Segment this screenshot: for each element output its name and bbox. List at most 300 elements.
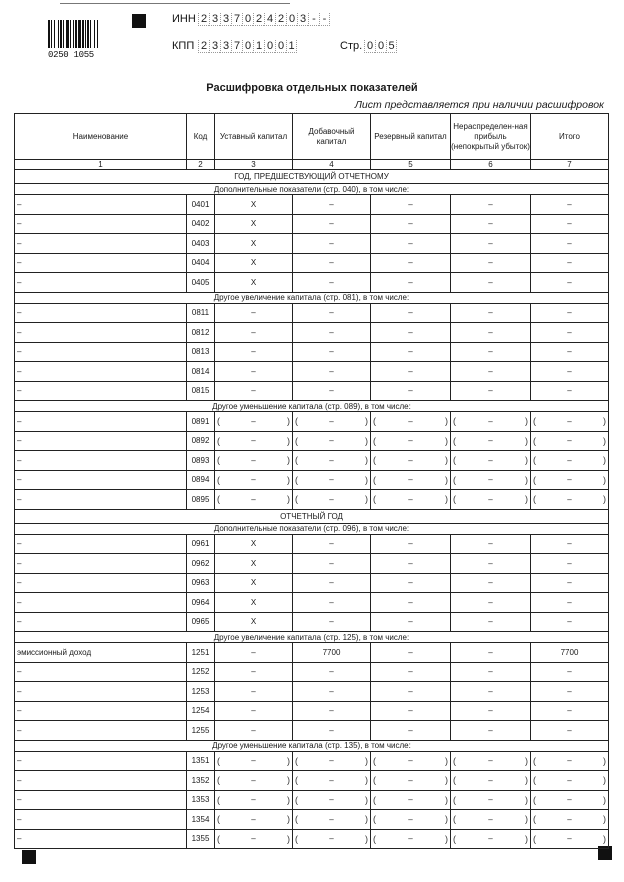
row-code-cell: 0891 [187,412,215,432]
value-cell-c6[interactable]: – [451,342,531,362]
value-cell-c7[interactable]: – [531,342,609,362]
value-cell-c3[interactable] [215,451,293,471]
cell-value: – [251,834,256,844]
char-cell: 0 [242,13,253,26]
row-name-cell[interactable]: – [15,829,187,849]
row-code-cell: 1253 [187,682,215,702]
value-cell-c6[interactable]: – [451,214,531,234]
cell-value: – [408,436,413,446]
value-cell-c3[interactable]: Х [215,554,293,574]
alignment-marker-bottom-left [22,850,36,864]
value-cell-c7[interactable] [531,470,609,490]
open-paren: ( [453,435,456,446]
value-cell-c3[interactable] [215,829,293,849]
row-name-cell[interactable]: – [15,342,187,362]
value-cell-c4[interactable]: – [293,362,371,382]
row-name-cell[interactable]: – [15,662,187,682]
value-cell-c5[interactable]: – [371,362,451,382]
value-cell-c4[interactable]: – [293,662,371,682]
value-cell-c6[interactable] [451,490,531,510]
value-cell-c3[interactable] [215,790,293,810]
row-name-cell[interactable]: – [15,362,187,382]
open-paren: ( [373,794,376,805]
close-paren: ) [444,814,448,825]
value-cell-c5[interactable]: – [371,643,451,663]
value-cell-c4[interactable]: – [293,534,371,554]
row-code-cell: 0402 [187,214,215,234]
row-name-cell[interactable]: – [15,323,187,343]
value-cell-c3[interactable]: Х [215,214,293,234]
value-cell-c7[interactable]: 7700 [531,643,609,663]
value-cell-c6[interactable]: – [451,362,531,382]
value-cell-c4[interactable] [293,412,371,432]
value-cell-c5[interactable] [371,790,451,810]
value-cell-c3[interactable] [215,771,293,791]
value-cell-c3[interactable] [215,751,293,771]
value-cell-c5[interactable]: – [371,253,451,273]
value-cell-c4[interactable] [293,490,371,510]
value-cell-c3[interactable] [215,470,293,490]
cell-value: – [251,436,256,446]
row-code-cell: 1251 [187,643,215,663]
value-cell-c6[interactable]: – [451,593,531,613]
value-cell-c3[interactable]: – [215,303,293,323]
value-cell-c6[interactable]: – [451,612,531,632]
table-row [15,431,609,451]
value-cell-c7[interactable]: – [531,381,609,401]
section-title: ОТЧЕТНЫЙ ГОД [15,509,609,523]
value-cell-c7[interactable]: – [531,554,609,574]
value-cell-c5[interactable]: – [371,534,451,554]
value-cell-c4[interactable]: – [293,253,371,273]
value-cell-c3[interactable]: – [215,381,293,401]
value-cell-c7[interactable] [531,771,609,791]
row-name-cell[interactable]: – [15,431,187,451]
value-cell-c3[interactable]: – [215,721,293,741]
row-name-cell[interactable]: – [15,451,187,471]
char-cell: 3 [209,13,220,26]
value-cell-c6[interactable]: – [451,573,531,593]
value-cell-c6[interactable]: – [451,323,531,343]
cell-value: – [488,416,493,426]
alignment-marker-top [132,14,146,28]
value-cell-c7[interactable]: – [531,303,609,323]
table-row [15,829,609,849]
open-paren: ( [453,416,456,427]
row-code-cell: 0895 [187,490,215,510]
char-cell: 0 [364,40,375,53]
value-cell-c5[interactable] [371,829,451,849]
cell-value: – [488,494,493,504]
open-paren: ( [373,455,376,466]
value-cell-c6[interactable] [451,431,531,451]
value-cell-c3[interactable] [215,810,293,830]
open-paren: ( [373,494,376,505]
value-cell-c3[interactable]: – [215,701,293,721]
value-cell-c3[interactable]: Х [215,273,293,293]
value-cell-c6[interactable]: – [451,701,531,721]
value-cell-c6[interactable]: – [451,303,531,323]
top-rule [60,3,290,4]
close-paren: ) [524,775,528,786]
value-cell-c4[interactable]: 7700 [293,643,371,663]
char-cell: 7 [231,13,242,26]
value-cell-c7[interactable]: – [531,214,609,234]
page-title: Расшифровка отдельных показателей [206,82,418,94]
group-row [15,292,609,303]
row-name-cell[interactable]: – [15,303,187,323]
value-cell-c6[interactable]: – [451,234,531,254]
table-row [15,470,609,490]
value-cell-c4[interactable] [293,810,371,830]
value-cell-c5[interactable]: – [371,234,451,254]
value-cell-c3[interactable]: Х [215,573,293,593]
value-cell-c3[interactable] [215,490,293,510]
cell-value: – [329,756,334,766]
row-name-cell[interactable]: – [15,470,187,490]
section-row [15,509,609,523]
cell-value: – [567,475,572,485]
col-header-retained-earnings: Нераспределен-ная прибыль (непокрытый убыток) [451,114,531,160]
cell-value: – [567,775,572,785]
cell-value: – [251,756,256,766]
row-code-cell: 1354 [187,810,215,830]
col-number: 1 [15,160,187,170]
value-cell-c5[interactable]: – [371,554,451,574]
inn-label: ИНН [172,13,196,25]
row-name-cell[interactable]: – [15,751,187,771]
cell-value: – [251,814,256,824]
value-cell-c6[interactable]: – [451,381,531,401]
row-name-cell[interactable]: – [15,701,187,721]
cell-value: – [329,475,334,485]
section-title: ГОД, ПРЕДШЕСТВУЮЩИЙ ОТЧЕТНОМУ [15,170,609,184]
close-paren: ) [444,455,448,466]
col-header-code: Код [187,114,215,160]
value-cell-c5[interactable] [371,451,451,471]
row-code-cell: 1255 [187,721,215,741]
value-cell-c6[interactable] [451,771,531,791]
open-paren: ( [217,794,220,805]
row-name-cell[interactable]: – [15,573,187,593]
value-cell-c4[interactable]: – [293,701,371,721]
row-code-cell: 0814 [187,362,215,382]
value-cell-c7[interactable]: – [531,362,609,382]
row-name-cell[interactable]: – [15,381,187,401]
value-cell-c6[interactable] [451,790,531,810]
cell-value: – [408,814,413,824]
row-code-cell: 1254 [187,701,215,721]
row-code-cell: 1252 [187,662,215,682]
cell-value: – [567,814,572,824]
value-cell-c3[interactable] [215,431,293,451]
value-cell-c4[interactable]: – [293,573,371,593]
table-row [15,253,609,273]
close-paren: ) [364,474,368,485]
row-name-cell[interactable]: – [15,554,187,574]
value-cell-c3[interactable]: – [215,362,293,382]
table-row [15,662,609,682]
value-cell-c6[interactable]: – [451,195,531,215]
open-paren: ( [217,455,220,466]
group-row [15,401,609,412]
cell-value: – [251,455,256,465]
open-paren: ( [533,794,536,805]
char-cell: 4 [264,13,275,26]
row-name-cell[interactable]: – [15,412,187,432]
open-paren: ( [533,755,536,766]
row-code-cell: 0893 [187,451,215,471]
value-cell-c3[interactable]: Х [215,195,293,215]
open-paren: ( [533,494,536,505]
value-cell-c4[interactable] [293,470,371,490]
row-code-cell: 0964 [187,593,215,613]
row-name-cell[interactable]: – [15,214,187,234]
value-cell-c4[interactable]: – [293,593,371,613]
value-cell-c5[interactable] [371,751,451,771]
cell-value: – [488,795,493,805]
value-cell-c4[interactable] [293,451,371,471]
row-code-cell: 0892 [187,431,215,451]
value-cell-c3[interactable]: Х [215,253,293,273]
cell-value: – [251,494,256,504]
close-paren: ) [444,794,448,805]
value-cell-c5[interactable] [371,412,451,432]
close-paren: ) [364,494,368,505]
row-name-cell[interactable]: – [15,771,187,791]
value-cell-c7[interactable]: – [531,573,609,593]
row-name-cell[interactable]: – [15,490,187,510]
row-code-cell: 0894 [187,470,215,490]
cell-value: – [567,494,572,504]
cell-value: – [567,416,572,426]
value-cell-c7[interactable]: – [531,234,609,254]
value-cell-c5[interactable]: – [371,303,451,323]
value-cell-c6[interactable] [451,751,531,771]
value-cell-c7[interactable]: – [531,195,609,215]
value-cell-c5[interactable]: – [371,573,451,593]
close-paren: ) [286,435,290,446]
value-cell-c6[interactable]: – [451,682,531,702]
value-cell-c7[interactable]: – [531,534,609,554]
open-paren: ( [217,435,220,446]
cell-value: – [329,814,334,824]
char-cell: 5 [386,40,397,53]
value-cell-c4[interactable]: – [293,682,371,702]
open-paren: ( [295,794,298,805]
value-cell-c4[interactable]: – [293,612,371,632]
open-paren: ( [373,833,376,844]
value-cell-c7[interactable]: – [531,323,609,343]
value-cell-c4[interactable]: – [293,273,371,293]
close-paren: ) [286,416,290,427]
value-cell-c7[interactable]: – [531,612,609,632]
row-name-cell[interactable]: – [15,195,187,215]
cell-value: – [408,795,413,805]
value-cell-c4[interactable]: – [293,323,371,343]
group-label: Дополнительные показатели (стр. 096), в том числе: [15,523,609,534]
value-cell-c3[interactable]: – [215,342,293,362]
value-cell-c7[interactable]: – [531,273,609,293]
value-cell-c6[interactable] [451,451,531,471]
value-cell-c4[interactable]: – [293,303,371,323]
table-row [15,771,609,791]
row-code-cell: 1352 [187,771,215,791]
value-cell-c6[interactable]: – [451,253,531,273]
value-cell-c5[interactable]: – [371,682,451,702]
value-cell-c7[interactable] [531,451,609,471]
value-cell-c5[interactable]: – [371,195,451,215]
value-cell-c6[interactable] [451,470,531,490]
value-cell-c5[interactable]: – [371,593,451,613]
value-cell-c5[interactable]: – [371,381,451,401]
value-cell-c5[interactable] [371,431,451,451]
value-cell-c7[interactable] [531,751,609,771]
value-cell-c7[interactable]: – [531,721,609,741]
open-paren: ( [373,416,376,427]
value-cell-c7[interactable] [531,412,609,432]
kpp-field [198,40,297,53]
close-paren: ) [364,775,368,786]
value-cell-c3[interactable] [215,412,293,432]
close-paren: ) [364,833,368,844]
value-cell-c5[interactable] [371,810,451,830]
value-cell-c4[interactable] [293,771,371,791]
value-cell-c5[interactable]: – [371,662,451,682]
value-cell-c3[interactable]: – [215,323,293,343]
open-paren: ( [295,814,298,825]
close-paren: ) [286,814,290,825]
group-row [15,632,609,643]
cell-value: – [567,756,572,766]
table-row [15,490,609,510]
value-cell-c5[interactable] [371,470,451,490]
value-cell-c5[interactable]: – [371,701,451,721]
row-name-cell[interactable]: – [15,810,187,830]
value-cell-c4[interactable]: – [293,721,371,741]
table-row [15,412,609,432]
value-cell-c4[interactable] [293,790,371,810]
row-name-cell[interactable]: – [15,721,187,741]
value-cell-c6[interactable] [451,829,531,849]
value-cell-c3[interactable]: Х [215,612,293,632]
value-cell-c3[interactable]: – [215,643,293,663]
value-cell-c6[interactable] [451,412,531,432]
row-name-cell[interactable]: эмиссионный доход [15,643,187,663]
value-cell-c3[interactable]: – [215,682,293,702]
section-row [15,170,609,184]
row-name-cell[interactable]: – [15,682,187,702]
page-label: Стр. [340,40,363,52]
value-cell-c7[interactable] [531,490,609,510]
open-paren: ( [453,814,456,825]
inn-field [198,13,330,26]
value-cell-c4[interactable]: – [293,195,371,215]
value-cell-c4[interactable] [293,751,371,771]
value-cell-c5[interactable] [371,490,451,510]
row-name-cell[interactable]: – [15,790,187,810]
char-cell: 1 [253,40,264,53]
group-row [15,740,609,751]
value-cell-c4[interactable]: – [293,554,371,574]
close-paren: ) [444,833,448,844]
value-cell-c7[interactable]: – [531,682,609,702]
value-cell-c3[interactable]: Х [215,534,293,554]
value-cell-c5[interactable] [371,771,451,791]
value-cell-c5[interactable]: – [371,342,451,362]
value-cell-c6[interactable]: – [451,662,531,682]
value-cell-c4[interactable]: – [293,342,371,362]
value-cell-c7[interactable] [531,431,609,451]
value-cell-c4[interactable]: – [293,234,371,254]
open-paren: ( [217,833,220,844]
value-cell-c6[interactable]: – [451,554,531,574]
col-number: 2 [187,160,215,170]
cell-value: – [408,756,413,766]
value-cell-c6[interactable]: – [451,721,531,741]
value-cell-c7[interactable] [531,790,609,810]
open-paren: ( [533,416,536,427]
value-cell-c4[interactable]: – [293,381,371,401]
value-cell-c5[interactable]: – [371,721,451,741]
value-cell-c6[interactable]: – [451,273,531,293]
value-cell-c7[interactable]: – [531,253,609,273]
open-paren: ( [373,435,376,446]
close-paren: ) [524,474,528,485]
close-paren: ) [364,755,368,766]
row-name-cell[interactable]: – [15,234,187,254]
close-paren: ) [286,775,290,786]
value-cell-c3[interactable]: – [215,662,293,682]
row-code-cell: 0961 [187,534,215,554]
row-name-cell[interactable]: – [15,253,187,273]
column-number-row [15,160,609,170]
char-cell: 3 [297,13,308,26]
row-name-cell[interactable]: – [15,273,187,293]
char-cell: 2 [198,40,209,53]
open-paren: ( [533,814,536,825]
open-paren: ( [533,455,536,466]
value-cell-c5[interactable]: – [371,612,451,632]
value-cell-c7[interactable] [531,829,609,849]
open-paren: ( [373,775,376,786]
value-cell-c7[interactable]: – [531,662,609,682]
table-row [15,362,609,382]
value-cell-c5[interactable]: – [371,273,451,293]
value-cell-c3[interactable]: Х [215,234,293,254]
value-cell-c7[interactable]: – [531,593,609,613]
value-cell-c6[interactable]: – [451,643,531,663]
close-paren: ) [602,435,606,446]
open-paren: ( [373,755,376,766]
row-name-cell[interactable]: – [15,534,187,554]
open-paren: ( [453,494,456,505]
value-cell-c7[interactable]: – [531,701,609,721]
value-cell-c3[interactable]: Х [215,593,293,613]
value-cell-c6[interactable]: – [451,534,531,554]
value-cell-c6[interactable] [451,810,531,830]
value-cell-c4[interactable]: – [293,214,371,234]
value-cell-c4[interactable] [293,431,371,451]
value-cell-c4[interactable] [293,829,371,849]
open-paren: ( [533,474,536,485]
value-cell-c5[interactable]: – [371,214,451,234]
row-name-cell[interactable]: – [15,612,187,632]
close-paren: ) [602,833,606,844]
value-cell-c5[interactable]: – [371,323,451,343]
value-cell-c7[interactable] [531,810,609,830]
row-name-cell[interactable]: – [15,593,187,613]
